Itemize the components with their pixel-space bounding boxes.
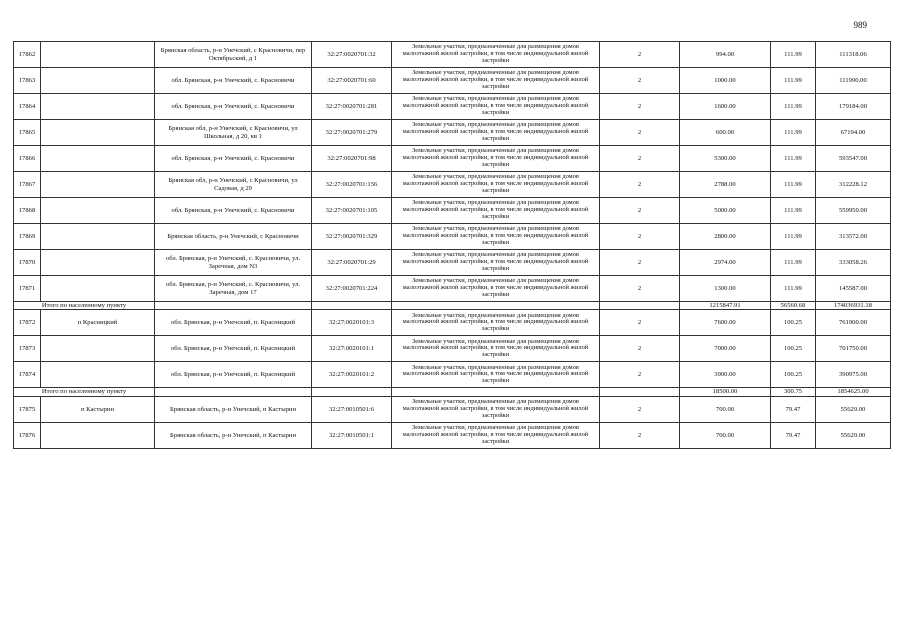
land-purpose: Земельные участки, предназначенные для размещения домов малоэтажной жилой застройки, в том числе индивидуальной жилой застройки [392,198,600,224]
cadastral-number: 32:27:0010501:6 [312,396,392,422]
land-purpose: Земельные участки, предназначенные для размещения домов малоэтажной жилой застройки, в том числе индивидуальной жилой застройки [392,94,600,120]
cadastral-value: 761900.00 [816,310,891,336]
area-value: 994.00 [680,42,771,68]
area-value: 5300.00 [680,146,771,172]
rate-value: 79.47 [771,422,816,448]
group-number: 2 [600,224,680,250]
rate-value: 111.99 [771,146,816,172]
locality-name [41,68,155,94]
cadastral-value: 111318.06 [816,42,891,68]
land-purpose: Земельные участки, предназначенные для размещения домов малоэтажной жилой застройки, в том числе индивидуальной жилой застройки [392,396,600,422]
rate-value: 111.99 [771,68,816,94]
row-number: 17870 [14,250,41,276]
address-cell: обл. Брянская, р-н Унечский, с. Красновичи [155,94,312,120]
area-value: 7600.00 [680,310,771,336]
area-value: 3900.00 [680,362,771,388]
land-purpose: Земельные участки, предназначенные для размещения домов малоэтажной жилой застройки, в том числе индивидуальной жилой застройки [392,172,600,198]
group-number: 2 [600,250,680,276]
area-value: 1600.00 [680,94,771,120]
cadastral-value: 593547.00 [816,146,891,172]
land-purpose: Земельные участки, предназначенные для размещения домов малоэтажной жилой застройки, в том числе индивидуальной жилой застройки [392,250,600,276]
subtotal-empty-group [600,388,680,396]
group-number: 2 [600,94,680,120]
address-cell: обл. Брянская, р-н Унечский, п. Красницкий [155,362,312,388]
rate-value: 111.99 [771,276,816,302]
locality-name [41,120,155,146]
cadastral-value: 390975.00 [816,362,891,388]
locality-name [41,362,155,388]
area-value: 600.00 [680,120,771,146]
group-number: 2 [600,42,680,68]
land-purpose: Земельные участки, предназначенные для размещения домов малоэтажной жилой застройки, в том числе индивидуальной жилой застройки [392,336,600,362]
group-number: 2 [600,276,680,302]
land-purpose: Земельные участки, предназначенные для размещения домов малоэтажной жилой застройки, в том числе индивидуальной жилой застройки [392,120,600,146]
cadastral-value: 701750.00 [816,336,891,362]
locality-name [41,422,155,448]
land-purpose: Земельные участки, предназначенные для размещения домов малоэтажной жилой застройки, в том числе индивидуальной жилой застройки [392,68,600,94]
area-value: 7000.00 [680,336,771,362]
locality-name [41,276,155,302]
table-row [14,224,891,250]
table-row [14,310,891,336]
cadastral-value: 333058.26 [816,250,891,276]
land-purpose: Земельные участки, предназначенные для размещения домов малоэтажной жилой застройки, в том числе индивидуальной жилой застройки [392,422,600,448]
address-cell: обл. Брянская, р-н Унечский, с. Красновичи, ул. Заречная, дом 17 [155,276,312,302]
cadastral-number: 32:27:0020701:60 [312,68,392,94]
area-value: 1300.00 [680,276,771,302]
row-number: 17871 [14,276,41,302]
rate-value: 111.99 [771,172,816,198]
address-cell: Брянская обл, р-н Унечский, с Красновичи, ул Садовая, д 29 [155,172,312,198]
locality-name [41,336,155,362]
row-number: 17866 [14,146,41,172]
cadastral-number: 32:27:0020101:3 [312,310,392,336]
cadastral-number: 32:27:0020701:32 [312,42,392,68]
group-number: 2 [600,396,680,422]
table-row [14,396,891,422]
cadastral-value: 312228.12 [816,172,891,198]
cadastral-number: 32:27:0020701:105 [312,198,392,224]
cadastral-number: 32:27:0020701:224 [312,276,392,302]
rate-value: 100.25 [771,310,816,336]
cadastral-value: 179184.00 [816,94,891,120]
locality-name: п Красницкий [41,310,155,336]
page-number: 989 [853,20,867,30]
locality-name [41,146,155,172]
locality-name [41,172,155,198]
table-row [14,250,891,276]
table-row [14,422,891,448]
row-number: 17867 [14,172,41,198]
row-number: 17863 [14,68,41,94]
address-cell: обл. Брянская, р-н Унечский, п. Красницкий [155,336,312,362]
subtotal-empty-cadastral [312,302,392,310]
land-purpose: Земельные участки, предназначенные для размещения домов малоэтажной жилой застройки, в том числе индивидуальной жилой застройки [392,276,600,302]
area-value: 5000.00 [680,198,771,224]
table-body [14,42,891,449]
cadastral-number: 32:27:0020701:98 [312,146,392,172]
address-cell: обл. Брянская, р-н Унечский, с. Красновичи [155,68,312,94]
table-row [14,276,891,302]
address-cell: обл. Брянская, р-н Унечский, п. Красницкий [155,310,312,336]
land-purpose: Земельные участки, предназначенные для размещения домов малоэтажной жилой застройки, в том числе индивидуальной жилой застройки [392,42,600,68]
row-number: 17876 [14,422,41,448]
group-number: 2 [600,336,680,362]
address-cell: Брянская область, р-н Унечский, п Кастырин [155,422,312,448]
subtotal-label: Итого по населенному пункту [14,388,155,396]
rate-value: 79.47 [771,396,816,422]
cadastral-number: 32:27:0020701:156 [312,172,392,198]
cadastral-value: 55629.00 [816,396,891,422]
row-number: 17875 [14,396,41,422]
cadastral-value: 67194.00 [816,120,891,146]
table-row [14,336,891,362]
rate-value: 111.99 [771,94,816,120]
group-number: 2 [600,422,680,448]
area-value: 2974.00 [680,250,771,276]
cadastral-number: 32:27:0020101:1 [312,336,392,362]
land-purpose: Земельные участки, предназначенные для размещения домов малоэтажной жилой застройки, в том числе индивидуальной жилой застройки [392,146,600,172]
row-number: 17862 [14,42,41,68]
subtotal-area: 1215847.91 [680,302,771,310]
address-cell: Брянская область, р-н Унечский, с Красновичи [155,224,312,250]
row-number: 17873 [14,336,41,362]
subtotal-row [14,388,891,396]
table-row [14,42,891,68]
group-number: 2 [600,146,680,172]
row-number: 17874 [14,362,41,388]
area-value: 700.00 [680,422,771,448]
group-number: 2 [600,172,680,198]
locality-name [41,94,155,120]
area-value: 2800.00 [680,224,771,250]
locality-name [41,198,155,224]
group-number: 2 [600,362,680,388]
subtotal-rate: 300.75 [771,388,816,396]
row-number: 17868 [14,198,41,224]
rate-value: 111.99 [771,250,816,276]
cadastral-number: 32:27:0020701:329 [312,224,392,250]
area-value: 700.00 [680,396,771,422]
subtotal-area: 18500.00 [680,388,771,396]
subtotal-value: 174036931.18 [816,302,891,310]
row-number: 17864 [14,94,41,120]
cadastral-number: 32:27:0020701:29 [312,250,392,276]
cadastral-number: 32:27:0020701:279 [312,120,392,146]
area-value: 2788.00 [680,172,771,198]
row-number: 17872 [14,310,41,336]
address-cell: обл. Брянская, р-н Унечский, с. Красновичи [155,198,312,224]
rate-value: 111.99 [771,198,816,224]
subtotal-empty-cadastral [312,388,392,396]
rate-value: 100.25 [771,336,816,362]
locality-name [41,42,155,68]
table-row [14,146,891,172]
land-purpose: Земельные участки, предназначенные для размещения домов малоэтажной жилой застройки, в том числе индивидуальной жилой застройки [392,310,600,336]
group-number: 2 [600,310,680,336]
group-number: 2 [600,68,680,94]
address-cell: обл. Брянская, р-н Унечский, с. Красновичи [155,146,312,172]
land-registry-table [13,41,891,449]
cadastral-number: 32:27:0020701:281 [312,94,392,120]
cadastral-value: 55629.00 [816,422,891,448]
subtotal-label: Итого по населенному пункту [14,302,155,310]
subtotal-row [14,302,891,310]
subtotal-empty-purpose [392,388,600,396]
table-row [14,198,891,224]
locality-name [41,250,155,276]
table-row [14,94,891,120]
rate-value: 100.25 [771,362,816,388]
subtotal-rate: 56560.68 [771,302,816,310]
cadastral-value: 559950.00 [816,198,891,224]
row-number: 17869 [14,224,41,250]
locality-name [41,224,155,250]
subtotal-empty-address [155,302,312,310]
address-cell: Брянская обл, р-н Унечский, с Красновичи, ул Школьная, д 20, кв 1 [155,120,312,146]
cadastral-value: 145587.00 [816,276,891,302]
land-purpose: Земельные участки, предназначенные для размещения домов малоэтажной жилой застройки, в том числе индивидуальной жилой застройки [392,224,600,250]
cadastral-value: 313572.00 [816,224,891,250]
subtotal-empty-address [155,388,312,396]
table-row [14,120,891,146]
cadastral-value: 111990.00 [816,68,891,94]
table-row [14,362,891,388]
row-number: 17865 [14,120,41,146]
subtotal-value: 1854625.00 [816,388,891,396]
group-number: 2 [600,198,680,224]
area-value: 1000.00 [680,68,771,94]
address-cell: Брянская область, р-н Унечский, п Кастырин [155,396,312,422]
address-cell: Брянская область, р-н Унечский, с Красновичи, пер Октябрьский, д 1 [155,42,312,68]
cadastral-number: 32:27:0020101:2 [312,362,392,388]
rate-value: 111.99 [771,120,816,146]
table-row [14,172,891,198]
subtotal-empty-purpose [392,302,600,310]
address-cell: обл. Брянская, р-н Унечский, с. Красновичи, ул. Заречная, дом N3 [155,250,312,276]
group-number: 2 [600,120,680,146]
subtotal-empty-group [600,302,680,310]
table-row [14,68,891,94]
land-purpose: Земельные участки, предназначенные для размещения домов малоэтажной жилой застройки, в том числе индивидуальной жилой застройки [392,362,600,388]
rate-value: 111.99 [771,42,816,68]
cadastral-number: 32:27:0010501:1 [312,422,392,448]
locality-name: п Кастырин [41,396,155,422]
rate-value: 111.99 [771,224,816,250]
